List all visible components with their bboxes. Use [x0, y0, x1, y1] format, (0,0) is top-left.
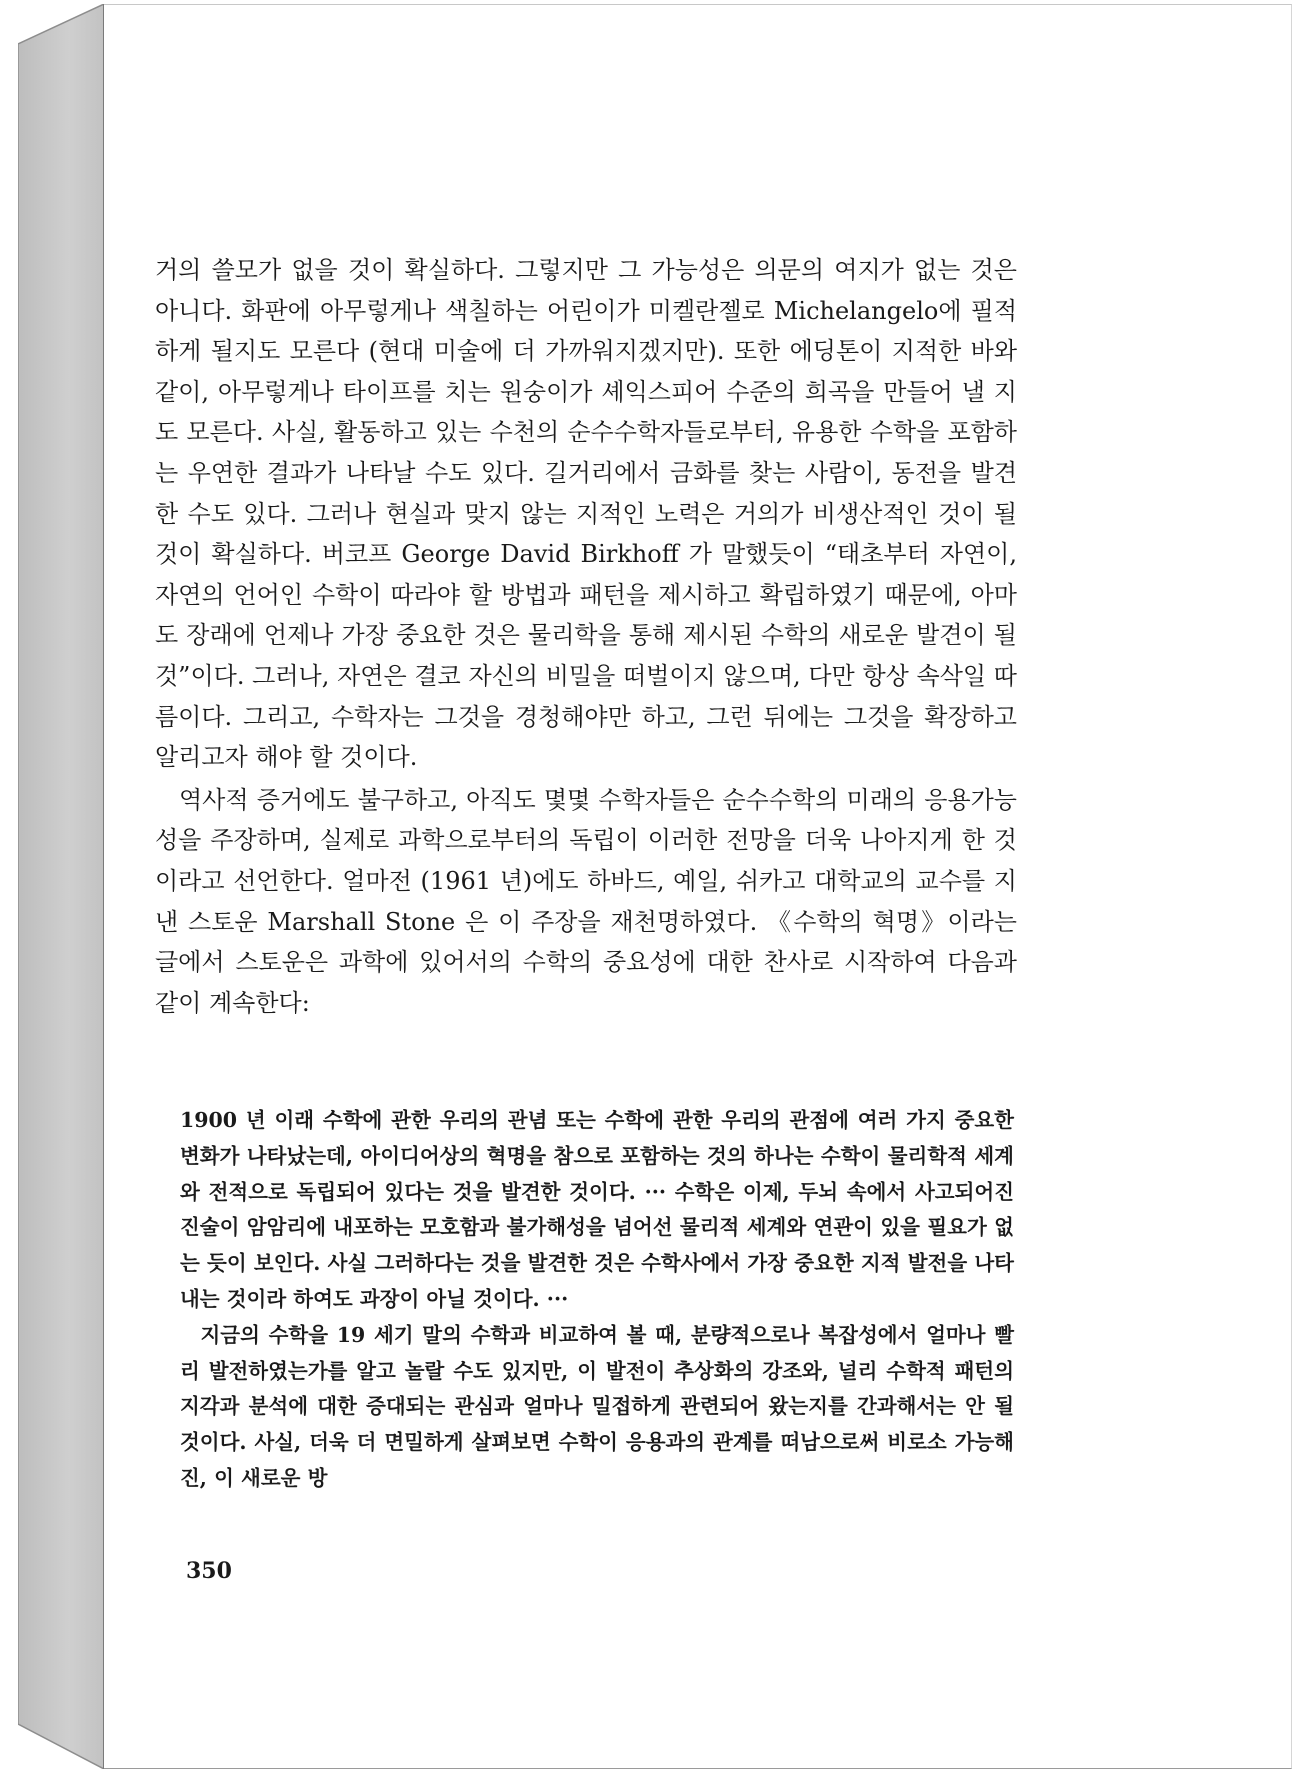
block-quote: [180, 1103, 1014, 1497]
paragraph-1: 거의 쓸모가 없을 것이 확실하다. 그렇지만 그 가능성은 의문의 여지가 없는 것은 아니다. 화판에 아무렇게나 색칠하는 어린이가 미켈란젤로 Michelangelo에 필적하게 될지도 모른다 (현대 미술에 더 가까워지겠지만). 또한 에딩톤이 지적한 바와 같이, 아무렇게나 타이프를 치는 원숭이가 셰익스피어 수준의 희곡을 만들어 낼 지도 모른다. 사실, 활동하고 있는 수천의 순수수학자들로부터, 유용한 수학을 포함하는 우연한 결과가 나타날 수도 있다. 길거리에서 금화를 찾는 사람이, 동전을 발견한 수도 있다. 그러나 현실과 맞지 않는 지적인 노력은 거의가 비생산적인 것이 될 것이 확실하다. 버코프 George David Birkhoff 가 말했듯이 “태초부터 자연이, 자연의 언어인 수학이 따라야 할 방법과 패턴을 제시하고 확립하였기 때문에, 아마도 장래에 언제나 가장 중요한 것은 물리학을 통해 제시된 수학의 새로운 발견이 될 것”이다. 그러나, 자연은 결코 자신의 비밀을 떠벌이지 않으며, 다만 항상 속삭일 따름이다. 그리고, 수학자는 그것을 경청해야만 하고, 그런 뒤에는 그것을 확장하고 알리고자 해야 할 것이다.: [155, 256, 1017, 772]
page-number: 350: [186, 1558, 232, 1584]
book-spine-shape: [18, 4, 104, 1769]
quote-paragraph-2: 지금의 수학을 19 세기 말의 수학과 비교하여 볼 때, 분량적으로나 복잡성에서 얼마나 빨리 발전하였는가를 알고 놀랄 수도 있지만, 이 발전이 추상화의 강조와, 널리 수학적 패턴의 지각과 분석에 대한 증대되는 관심과 얼마나 밀접하게 관련되어 왔는지를 간과해서는 안 될 것이다. 사실, 더욱 더 면밀하게 살펴보면 수학이 응용과의 관계를 떠남으로써 비로소 가능해진, 이 새로운 방: [180, 1322, 1014, 1490]
body-text: [155, 250, 1017, 1023]
quote-paragraph-1: 1900 년 이래 수학에 관한 우리의 관념 또는 수학에 관한 우리의 관점에 여러 가지 중요한 변화가 나타났는데, 아이디어상의 혁명을 참으로 포함하는 것의 하나는 수학이 물리학적 세계와 전적으로 독립되어 있다는 것을 발견한 것이다. ··· 수학은 이제, 두뇌 속에서 사고되어진 진술이 암암리에 내포하는 모호함과 불가해성을 넘어선 물리적 세계와 연관이 있을 필요가 없는 듯이 보인다. 사실 그러하다는 것을 발견한 것은 수학사에서 가장 중요한 지적 발전을 나타내는 것이라 하여도 과장이 아닐 것이다. ···: [180, 1108, 1014, 1311]
book-spine: [18, 4, 104, 1769]
paragraph-2: 역사적 증거에도 불구하고, 아직도 몇몇 수학자들은 순수수학의 미래의 응용가능성을 주장하며, 실제로 과학으로부터의 독립이 이러한 전망을 더욱 나아지게 한 것이라고 선언한다. 얼마전 (1961 년)에도 하바드, 예일, 쉬카고 대학교의 교수를 지낸 스토운 Marshall Stone 은 이 주장을 재천명하였다. 《수학의 혁명》이라는 글에서 스토운은 과학에 있어서의 수학의 중요성에 대한 찬사로 시작하여 다음과 같이 계속한다:: [155, 785, 1017, 1017]
